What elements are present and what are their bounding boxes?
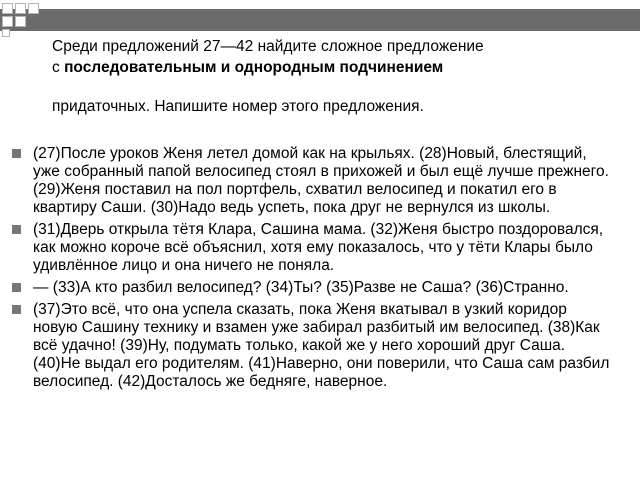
header-square [2, 29, 10, 37]
list-item [12, 279, 612, 297]
slide-header-decoration [0, 0, 640, 38]
square-bullet-icon [12, 149, 21, 158]
task-line-2 [52, 57, 612, 78]
header-square [15, 3, 26, 14]
header-square [2, 16, 13, 27]
text-paragraph-list [12, 145, 612, 395]
header-bar [0, 9, 640, 31]
header-square [15, 16, 26, 27]
task-prompt [52, 36, 612, 117]
paragraph-text: (37)Это всё, что она успела сказать, пока Женя вкатывал в узкий коридор новую Сашину технику и взамен уже забирал разбитый им велосипед. (38)Как всё удачно! (39)Ну, подумать только, какой же у него хороший друг Саша. (40)Не выдал его родителям. (41)Наверно, они поверили, что Саша сам разбил велосипед. (42)Досталось же бедняге, наверное. [33, 301, 610, 390]
list-item [12, 301, 612, 391]
header-square [28, 3, 39, 14]
task-line-3: придаточных. Напишите номер этого предложения. [52, 98, 424, 115]
task-line-2-prefix: с [52, 59, 65, 76]
header-square [2, 3, 13, 14]
task-spacer [52, 78, 612, 96]
list-item [12, 145, 612, 217]
task-emphasis: последовательным и однородным подчинением [64, 59, 444, 76]
paragraph-text: (31)Дверь открыла тётя Клара, Сашина мама. (32)Женя быстро поздоровался, как можно короче всё объяснил, хотя ему показалось, что у тёти Клары было удивлённое лицо и она ничего не поняла. [33, 221, 604, 274]
paragraph-text: — (33)А кто разбил велосипед? (34)Ты? (35)Разве не Саша? (36)Странно. [33, 279, 569, 296]
paragraph-text: (27)После уроков Женя летел домой как на крыльях. (28)Новый, блестящий, уже собранный папой велосипед стоял в прихожей и был ещё лучше прежнего. (29)Женя поставил на пол портфель, схватил велосипед и покатил его в квартиру Саши. (30)Надо ведь успеть, пока друг не вернулся из школы. [33, 145, 609, 216]
square-bullet-icon [12, 305, 21, 314]
square-bullet-icon [12, 283, 21, 292]
list-item [12, 221, 612, 275]
square-bullet-icon [12, 225, 21, 234]
task-line-1: Среди предложений 27—42 найдите сложное предложение [52, 38, 484, 55]
